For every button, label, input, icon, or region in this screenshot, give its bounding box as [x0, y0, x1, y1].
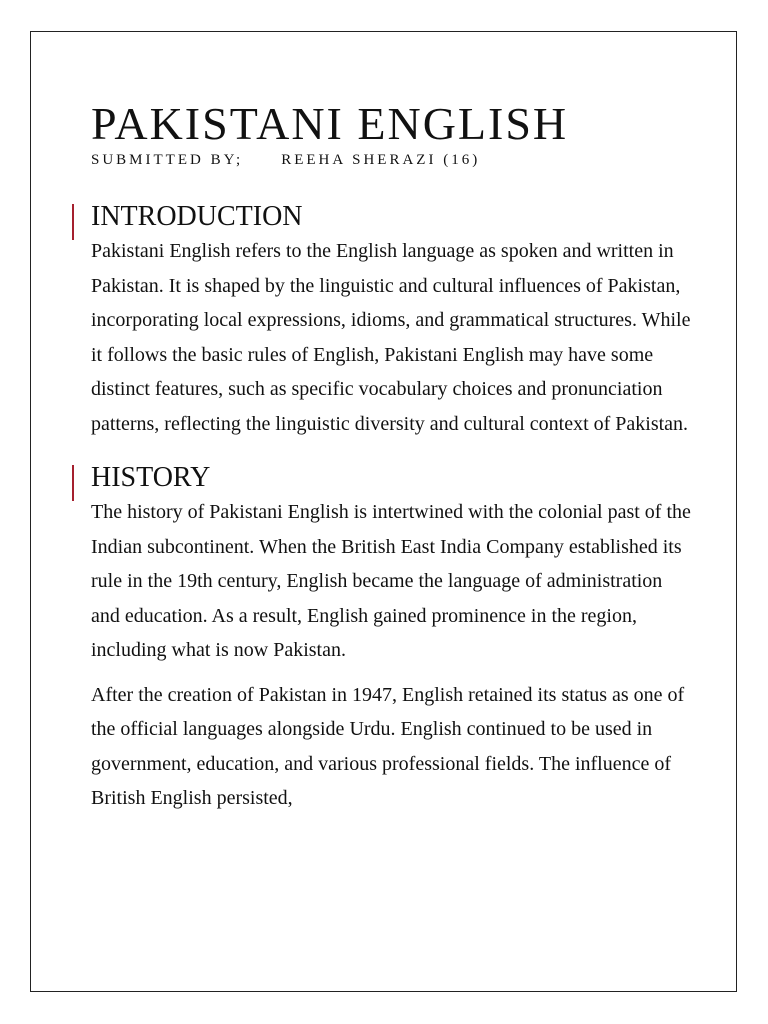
document-page — [30, 31, 737, 992]
paragraph: The history of Pakistani English is intertwined with the colonial past of the Indian subcontinent. When the British East India Company established its rule in the 19th century, English became the language of administration and education. As a result, English gained prominence in the region, including what is now Pakistan. — [91, 501, 691, 661]
submitted-by-label: SUBMITTED BY; — [91, 152, 244, 168]
section-heading-text: INTRODUCTION — [91, 201, 303, 232]
section-heading-history — [91, 461, 691, 495]
document-title: PAKISTANI ENGLISH — [91, 98, 569, 149]
section-heading-introduction — [91, 200, 691, 234]
heading-accent-bar — [72, 204, 74, 240]
section-heading-text: HISTORY — [91, 462, 211, 493]
paragraph: After the creation of Pakistan in 1947, English retained its status as one of the official languages alongside Urdu. English continued to be used in government, education, and various professional fields. The influence of British English persisted, — [91, 683, 685, 809]
document-content — [91, 98, 691, 816]
heading-accent-bar — [72, 465, 74, 501]
paragraph: Pakistani English refers to the English language as spoken and written in Pakistan. It is shaped by the linguistic and cultural influences of Pakistan, incorporating local expressions, idioms, and grammatical structures. While it follows the basic rules of English, Pakistani English may have some distinct features, such as specific vocabulary choices and pronunciation patterns, reflecting the linguistic diversity and cultural context of Pakistan. — [91, 240, 691, 435]
byline — [91, 150, 691, 170]
author-name: REEHA SHERAZI (16) — [281, 152, 481, 168]
